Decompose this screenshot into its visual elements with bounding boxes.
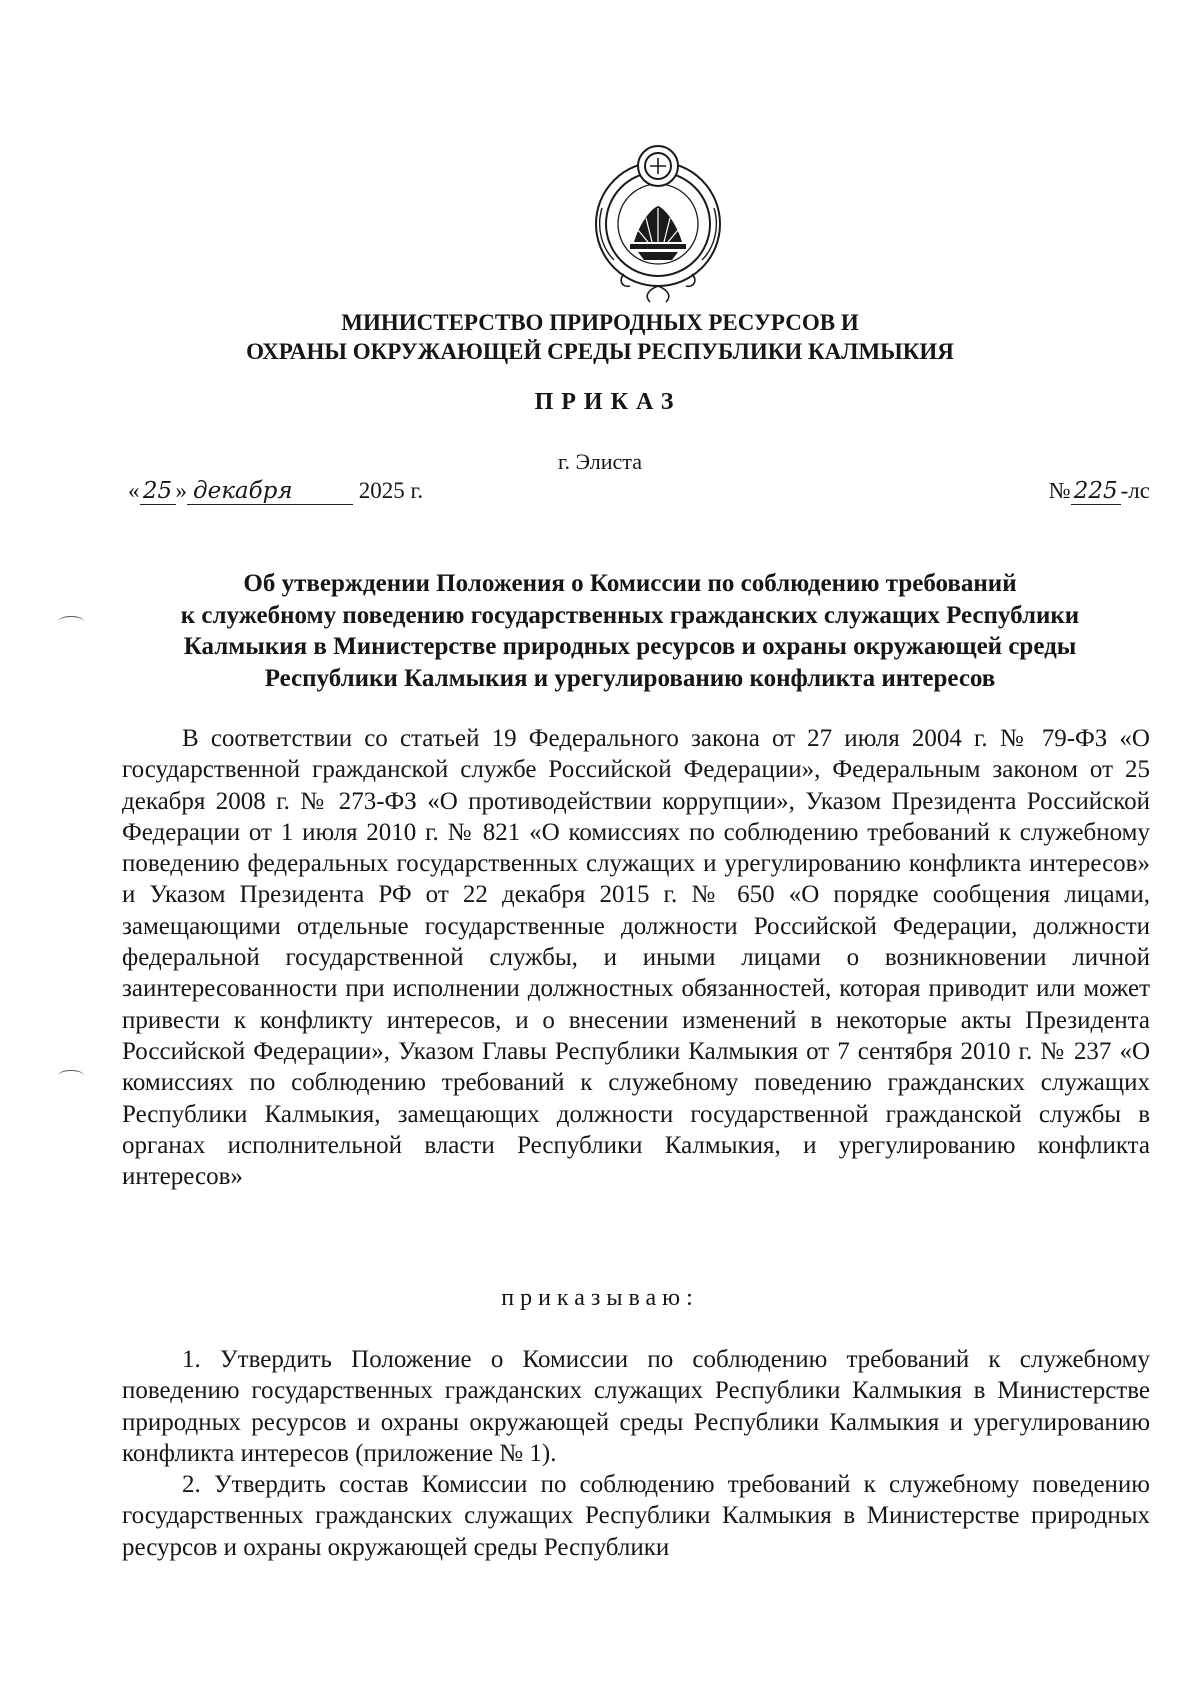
date-open-quote: « bbox=[128, 478, 140, 503]
ministry-name-line-2: ОХРАНЫ ОКРУЖАЮЩЕЙ СРЕДЫ РЕСПУБЛИКИ КАЛМЫКИЯ bbox=[246, 339, 954, 364]
margin-mark bbox=[58, 616, 84, 627]
city: г. Элиста bbox=[558, 449, 642, 474]
date-close-quote: » bbox=[175, 478, 187, 503]
title-line: Калмыкия в Министерстве природных ресурсов и охраны окружающей среды bbox=[183, 633, 1077, 660]
title-line: Республики Калмыкия и урегулированию конфликта интересов bbox=[264, 664, 996, 692]
order-word: приказываю: bbox=[501, 1285, 699, 1311]
order-items bbox=[122, 1344, 1150, 1563]
number-prefix: № bbox=[1048, 478, 1071, 503]
ministry-name-line-1: МИНИСТЕРСТВО ПРИРОДНЫХ РЕСУРСОВ И bbox=[341, 310, 859, 335]
number-value: 225 bbox=[1071, 478, 1121, 505]
order-number bbox=[1049, 478, 1150, 505]
date-month: декабря bbox=[187, 478, 353, 505]
title-line: Об утверждении Положения о Комиссии по соблюдению требований bbox=[243, 570, 1017, 597]
preamble-text: В соответствии со статьей 19 Федерального закона от 27 июля 2004 г. № 79-ФЗ «О государственной гражданской службе Российской Федерации», Федеральным законом от 25 декабря 2008 г. № 273-ФЗ «О противодействии коррупции», Указом Президента Российской Федерации от 1 июля 2010 г. № 821 «О комиссиях по соблюдению требований к служебному поведению федеральных государственных служащих и урегулированию конфликта интересов» и Указом Президента РФ от 22 декабря 2015 г. № 650 «О порядке сообщения лицами, замещающими отдельные государственные должности Российской Федерации, должности федеральной государственной службы, и иными лицами о возникновении личной заинтересованности при исполнении должностных обязанностей, которая приводит или может привести к конфликту интересов, и о внесении изменений в некоторые акты Президента Российской Федерации», Указом Главы Республики Калмыкия от 7 сентября 2010 г. № 237 «О комиссиях по соблюдению требований к служебному поведению гражданских служащих Республики Калмыкия, замещающих должности государственной гражданской службы в органах исполнительной власти Республики Калмыкия, и урегулированию конфликта интересов» bbox=[122, 725, 1150, 1191]
order-date bbox=[128, 478, 423, 505]
date-day: 25 bbox=[140, 478, 176, 505]
order-item: 1. Утвердить Положение о Комиссии по соблюдению требований к служебному поведению государственных гражданских служащих Республики Калмыкия в Министерстве природных ресурсов и охраны окружающей среды Республики Калмыкия и урегулированию конфликта интересов (приложение № 1). bbox=[122, 1346, 1150, 1467]
preamble bbox=[122, 723, 1150, 1192]
date-year: 2025 г. bbox=[358, 478, 424, 503]
title-line: к служебному поведению государственных гражданских служащих Республики bbox=[180, 601, 1080, 629]
margin-mark bbox=[58, 1070, 84, 1081]
document-type: ПРИКАЗ bbox=[534, 389, 682, 415]
document-title bbox=[110, 568, 1150, 694]
order-item: 2. Утвердить состав Комиссии по соблюдению требований к служебному поведению государственных гражданских служащих Республики Калмыкия в Министерстве природных ресурсов и охраны окружающей среды Республики bbox=[122, 1471, 1150, 1561]
number-suffix: -лс bbox=[1120, 478, 1150, 503]
kalmykia-coat-of-arms-icon bbox=[584, 138, 732, 304]
